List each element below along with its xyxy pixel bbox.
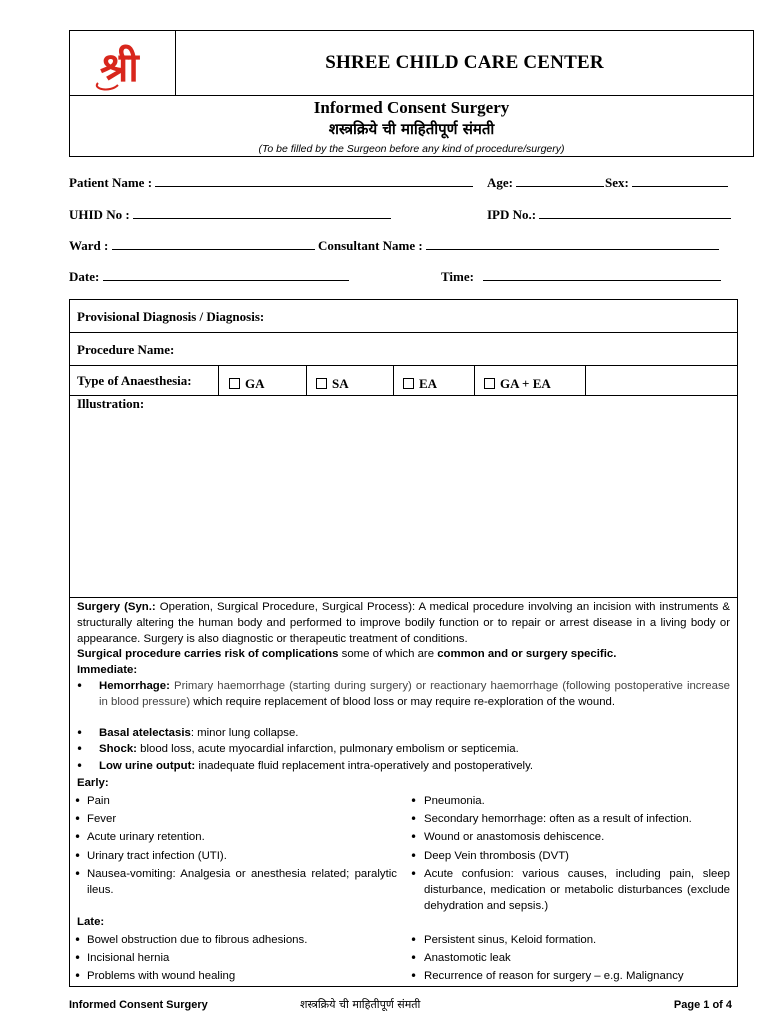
option-ga-label: GA <box>245 376 265 391</box>
option-sa-label: SA <box>332 376 349 391</box>
logo-text: श्री <box>100 45 139 91</box>
list-item: Urinary tract infection (UTI). <box>87 850 227 862</box>
bullet-icon: • <box>74 933 82 947</box>
list-item: Deep Vein thrombosis (DVT) <box>424 850 569 862</box>
option-ea[interactable] <box>403 376 437 392</box>
bullet-icon: • <box>410 849 418 863</box>
date-line[interactable] <box>103 268 349 281</box>
uhid-label: UHID No : <box>69 207 130 222</box>
list-item: Problems with wound healing <box>87 970 236 982</box>
item-text: which require replacement of blood loss or may require re-exploration of the wound. <box>190 695 616 708</box>
surgery-definition <box>77 600 730 647</box>
ipd-line[interactable] <box>539 206 731 219</box>
table-col-divider <box>474 366 475 395</box>
ward-field[interactable] <box>69 237 315 254</box>
age-label: Age: <box>487 175 513 190</box>
item-term: Shock: <box>99 743 137 755</box>
sex-line[interactable] <box>632 174 728 187</box>
bullet-icon: • <box>410 794 418 808</box>
center-name: SHREE CHILD CARE CENTER <box>325 52 604 73</box>
patient-name-label: Patient Name : <box>69 175 153 190</box>
date-field[interactable] <box>69 268 349 285</box>
checkbox-icon[interactable] <box>484 378 495 389</box>
time-label: Time: <box>441 269 474 284</box>
bullet-icon: • <box>74 969 82 983</box>
header-divider <box>70 95 753 96</box>
anaesthesia-label: Type of Anaesthesia: <box>77 373 192 388</box>
item-text: blood loss, acute myocardial infarction, pulmonary embolism or septicemia. <box>136 743 519 755</box>
risk-statement-text: some of which are <box>338 648 438 660</box>
option-ga-ea-label: GA + EA <box>500 376 551 391</box>
illustration-area[interactable] <box>70 412 737 596</box>
table-row-divider <box>69 332 738 333</box>
time-line[interactable] <box>483 268 721 281</box>
bullet-icon: • <box>74 849 82 863</box>
item-term: Low urine output: <box>99 760 196 772</box>
list-item: Pain <box>87 795 110 807</box>
diagnosis-label[interactable]: Provisional Diagnosis / Diagnosis: <box>77 309 265 324</box>
bullet-icon: • <box>410 812 418 826</box>
uhid-field[interactable] <box>69 206 391 223</box>
list-item <box>99 726 730 742</box>
bullet-icon: • <box>74 794 82 808</box>
bullet-icon: • <box>76 726 84 740</box>
header-box <box>69 30 754 157</box>
table-col-divider <box>393 366 394 395</box>
checkbox-icon[interactable] <box>229 378 240 389</box>
surgery-term: Surgery (Syn.: <box>77 601 156 613</box>
consultant-label: Consultant Name : <box>318 238 423 253</box>
risk-statement <box>77 647 730 663</box>
bullet-icon: • <box>76 759 84 773</box>
bullet-icon: • <box>76 679 84 693</box>
list-item: Anastomotic leak <box>424 952 511 964</box>
list-item: Nausea-vomiting: Analgesia or anesthesia related; paralytic ileus. <box>87 868 397 896</box>
page-number: Page 1 of 4 <box>673 999 732 1011</box>
late-heading: Late: <box>77 916 105 928</box>
bullet-icon: • <box>76 742 84 756</box>
table-col-divider <box>585 366 586 395</box>
item-text: : minor lung collapse. <box>190 727 299 739</box>
uhid-line[interactable] <box>133 206 391 219</box>
item-term: Hemorrhage: <box>99 680 170 692</box>
checkbox-icon[interactable] <box>316 378 327 389</box>
form-title-marathi: शस्त्रक्रिये ची माहितीपूर्ण संमती <box>328 120 495 138</box>
early-heading: Early: <box>77 777 109 789</box>
option-ea-label: EA <box>419 376 438 391</box>
ipd-label: IPD No.: <box>487 207 537 222</box>
option-ga[interactable] <box>229 376 265 392</box>
bullet-icon: • <box>74 830 82 844</box>
surgery-def-text: Operation, Surgical Procedure, Surgical Process): A medical procedure involving an incision with instruments & structurally altering the human body and performed to improve bodily function or to repair or arrest disease in a living body or appearance. Surgery is also diagnostic or therapeutic treatment of conditions. <box>77 601 730 645</box>
ward-line[interactable] <box>112 237 315 250</box>
item-text: inadequate fluid replacement intra-operatively and postoperatively. <box>195 760 534 772</box>
checkbox-icon[interactable] <box>403 378 414 389</box>
form-note: (To be filled by the Surgeon before any kind of procedure/surgery) <box>258 143 565 155</box>
list-item: Pneumonia. <box>424 795 485 807</box>
table-row-divider <box>69 597 738 598</box>
date-label: Date: <box>69 269 100 284</box>
sex-field[interactable] <box>605 174 728 191</box>
immediate-heading: Immediate: <box>77 664 138 676</box>
table-col-divider <box>306 366 307 395</box>
time-field[interactable] <box>441 268 721 285</box>
item-term: Basal atelectasis <box>99 727 191 739</box>
procedure-label[interactable]: Procedure Name: <box>77 342 175 357</box>
list-item <box>99 742 730 758</box>
list-item <box>99 759 730 775</box>
bullet-icon: • <box>410 951 418 965</box>
table-col-divider <box>218 366 219 395</box>
age-field[interactable] <box>487 174 604 191</box>
form-title-english: Informed Consent Surgery <box>313 98 510 117</box>
item-light-text: Primary haemorrhage (starting during surgery) or reactionary haemorrhage (following postoperative increase in blood pressure) <box>99 680 730 708</box>
risk-statement-bold: Surgical procedure carries risk of complications <box>77 648 339 660</box>
list-item <box>99 679 730 711</box>
bullet-icon: • <box>410 830 418 844</box>
risk-statement-bold-end: common and or surgery specific. <box>437 648 617 660</box>
ward-label: Ward : <box>69 238 109 253</box>
list-item: Secondary hemorrhage: often as a result of infection. <box>424 813 692 825</box>
table-row-divider <box>69 395 738 396</box>
list-item: Recurrence of reason for surgery – e.g. Malignancy <box>424 970 684 982</box>
list-item: Bowel obstruction due to fibrous adhesions. <box>87 934 308 946</box>
logo-cell <box>70 31 176 95</box>
bullet-icon: • <box>410 933 418 947</box>
patient-name-field[interactable] <box>69 174 473 191</box>
illustration-label: Illustration: <box>77 396 145 411</box>
list-item: Wound or anastomosis dehiscence. <box>424 831 605 843</box>
shree-logo <box>70 31 176 95</box>
bullet-icon: • <box>410 969 418 983</box>
ipd-field[interactable] <box>487 206 731 223</box>
footer-title: Informed Consent Surgery <box>69 999 208 1011</box>
list-item: Incisional hernia <box>87 952 170 964</box>
list-item: Acute confusion: various causes, including pain, sleep disturbance, medication or metabolic disturbances (exclude dehydration and sepsis.) <box>424 868 730 912</box>
patient-name-line[interactable] <box>155 174 473 187</box>
bullet-icon: • <box>74 867 82 881</box>
consultant-field[interactable] <box>318 237 719 254</box>
bullet-icon: • <box>74 812 82 826</box>
option-sa[interactable] <box>316 376 349 392</box>
consultant-line[interactable] <box>426 237 719 250</box>
table-row-divider <box>69 365 738 366</box>
age-line[interactable] <box>516 174 604 187</box>
list-item: Acute urinary retention. <box>87 831 205 843</box>
bullet-icon: • <box>74 951 82 965</box>
bullet-icon: • <box>410 867 418 881</box>
option-ga-ea[interactable] <box>484 376 551 392</box>
footer-title-marathi: शस्त्रक्रिये ची माहितीपूर्ण संमती <box>300 998 421 1011</box>
list-item: Persistent sinus, Keloid formation. <box>424 934 597 946</box>
list-item: Fever <box>87 813 117 825</box>
sex-label: Sex: <box>605 175 629 190</box>
